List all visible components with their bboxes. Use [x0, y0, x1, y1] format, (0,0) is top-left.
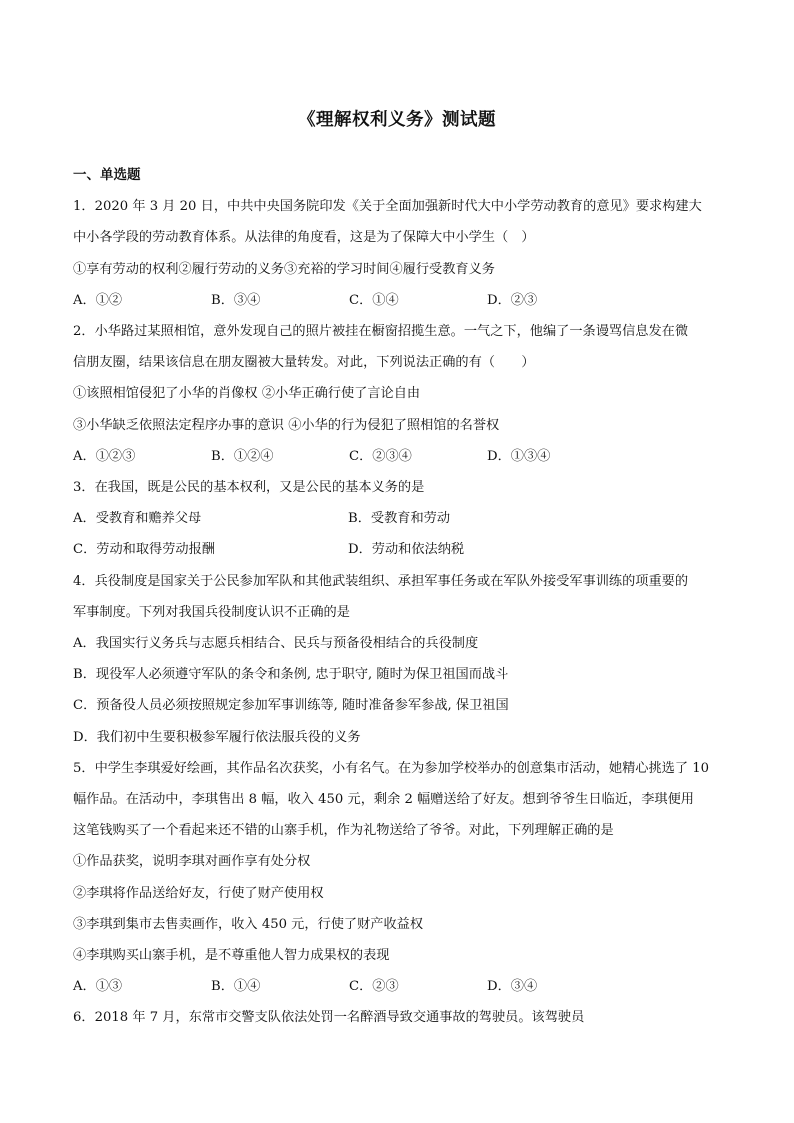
question-3-stem: 3．在我国，既是公民的基本权利，又是公民的基本义务的是 — [73, 480, 425, 496]
option-d: D．劳动和依法纳税 — [348, 542, 465, 558]
option-d: D．我们初中生要积极参军履行依法服兵役的义务 — [73, 729, 361, 745]
question-5-statement-1: ①作品获奖，说明李琪对画作享有处分权 — [73, 854, 311, 870]
option-d: D．①③④ — [487, 448, 551, 464]
option-b: B．①④ — [211, 979, 261, 995]
question-2-statements-2: ③小华缺乏依照法定程序办事的意识 ④小华的行为侵犯了照相馆的名誉权 — [73, 417, 500, 433]
question-5-statement-3: ③李琪到集市去售卖画作，收入 450 元，行使了财产收益权 — [73, 916, 424, 932]
option-b: B．受教育和劳动 — [348, 511, 451, 527]
question-5-statement-2: ②李琪将作品送给好友，行使了财产使用权 — [73, 885, 324, 901]
question-5-options — [73, 971, 725, 1002]
option-a: A．受教育和赡养父母 — [73, 511, 202, 527]
option-b: B．现役军人必须遵守军队的条令和条例, 忠于职守, 随时为保卫祖国而战斗 — [73, 667, 509, 683]
question-4-stem-cont: 军事制度。下列对我国兵役制度认识不正确的是 — [73, 604, 350, 620]
question-4-stem: 4．兵役制度是国家关于公民参加军队和其他武装组织、承担军事任务或在军队外接受军事训练的项重要的 — [73, 573, 689, 589]
question-1-options — [73, 285, 725, 316]
option-c: C．①④ — [349, 292, 399, 308]
option-a: A．我国实行义务兵与志愿兵相结合、民兵与预备役相结合的兵役制度 — [73, 636, 479, 652]
question-2-stem-cont: 信朋友圈，结果该信息在朋友圈被大量转发。对此，下列说法正确的有（ ） — [73, 355, 535, 371]
option-a: A．①③ — [73, 979, 123, 995]
option-d: D．③④ — [487, 979, 538, 995]
question-5-stem-cont-1: 幅作品。在活动中，李琪售出 8 幅，收入 450 元，剩余 2 幅赠送给了好友。想到爷爷生日临近，李琪便用 — [73, 792, 694, 808]
question-3-options-row-1 — [73, 503, 725, 534]
option-c: C．预备役人员必须按照规定参加军事训练等, 随时准备参军参战, 保卫祖国 — [73, 698, 509, 714]
option-b: B．③④ — [211, 292, 261, 308]
question-1-stem-cont: 中小各学段的劳动教育体系。从法律的角度看，这是为了保障大中小学生（ ） — [73, 230, 535, 246]
question-6-stem: 6．2018 年 7 月，东常市交警支队依法处罚一名醉酒导致交通事故的驾驶员。该驾驶员 — [73, 1010, 585, 1026]
page-title: 《理解权利义务》测试题 — [298, 110, 496, 130]
question-1-statements: ①享有劳动的权利②履行劳动的义务③充裕的学习时间④履行受教育义务 — [73, 261, 495, 277]
option-c: C．②③④ — [349, 448, 412, 464]
option-a: A．①②③ — [73, 448, 136, 464]
question-2-statements-1: ①该照相馆侵犯了小华的肖像权 ②小华正确行使了言论自由 — [73, 386, 421, 402]
option-c: C．劳动和取得劳动报酬 — [73, 542, 215, 558]
question-list — [73, 160, 725, 1034]
question-5-stem: 5．中学生李琪爱好绘画，其作品名次获奖，小有名气。在为参加学校举办的创意集市活动，她精心挑选了 10 — [73, 760, 709, 776]
option-c: C．②③ — [349, 979, 399, 995]
question-2-options — [73, 441, 725, 472]
option-a: A．①② — [73, 292, 123, 308]
question-2-stem: 2．小华路过某照相馆，意外发现自己的照片被挂在橱窗招揽生意。一气之下，他编了一条谩骂信息发在微 — [73, 324, 689, 340]
question-5-stem-cont-2: 这笔钱购买了一个看起来还不错的山寨手机，作为礼物送给了爷爷。对此，下列理解正确的是 — [73, 823, 614, 839]
option-d: D．②③ — [487, 292, 538, 308]
option-b: B．①②④ — [211, 448, 274, 464]
question-5-statement-4: ④李琪购买山寨手机，是不尊重他人智力成果权的表现 — [73, 948, 390, 964]
section-heading: 一、单选题 — [73, 167, 141, 183]
question-1-stem: 1．2020 年 3 月 20 日，中共中央国务院印发《关于全面加强新时代大中小学劳动教育的意见》要求构建大 — [73, 199, 702, 215]
question-3-options-row-2 — [73, 534, 725, 565]
